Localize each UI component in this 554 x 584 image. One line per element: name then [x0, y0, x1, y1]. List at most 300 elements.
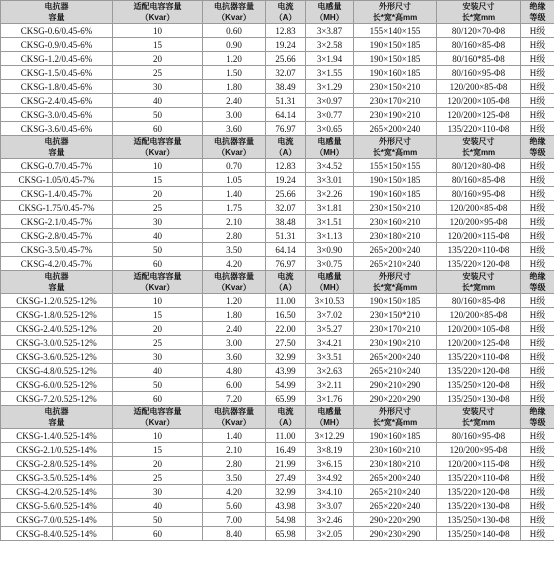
cell-model: CKSG-1.75/0.45-7% — [1, 201, 113, 215]
cell-inductance: 3×1.94 — [306, 52, 354, 66]
cell-inductance: 3×3.87 — [306, 24, 354, 38]
table-row — [1, 429, 554, 443]
header-text: 绝缘 — [529, 407, 546, 416]
cell-insulation-class: H级 — [521, 94, 554, 108]
header-inductance — [306, 271, 354, 294]
table-row — [1, 443, 554, 457]
cell-inductance: 3×1.51 — [306, 215, 354, 229]
cell-mounting-dimensions: 120/200×95-Φ8 — [437, 443, 521, 457]
header-text: （MH） — [315, 283, 344, 292]
cell-capacitor-capacity: 40 — [113, 229, 203, 243]
cell-insulation-class: H级 — [521, 52, 554, 66]
table-row — [1, 294, 554, 308]
cell-model: CKSG-3.6/0.525-12% — [1, 350, 113, 364]
header-text: 长*宽mm — [461, 418, 496, 427]
header-text: 电流 — [277, 407, 294, 416]
cell-current: 76.97 — [266, 257, 306, 271]
cell-mounting-dimensions: 120/200×85-Φ8 — [437, 201, 521, 215]
cell-mounting-dimensions: 80/160×85-Φ8 — [437, 38, 521, 52]
cell-capacitor-capacity: 20 — [113, 457, 203, 471]
cell-current: 19.24 — [266, 173, 306, 187]
cell-outline-dimensions: 290×230×290 — [354, 527, 437, 541]
cell-mounting-dimensions: 135/250×130-Φ8 — [437, 392, 521, 406]
header-model — [1, 136, 113, 159]
cell-current: 16.49 — [266, 443, 306, 457]
header-text: 容量 — [48, 418, 65, 427]
table-row — [1, 499, 554, 513]
cell-insulation-class: H级 — [521, 499, 554, 513]
cell-inductance: 3×12.29 — [306, 429, 354, 443]
cell-current: 21.99 — [266, 457, 306, 471]
cell-outline-dimensions: 190×160×185 — [354, 66, 437, 80]
header-reactor-capacity — [203, 271, 266, 294]
cell-model: CKSG-1.2/0.525-12% — [1, 294, 113, 308]
cell-reactor-capacity: 3.50 — [203, 471, 266, 485]
cell-insulation-class: H级 — [521, 429, 554, 443]
cell-reactor-capacity: 8.40 — [203, 527, 266, 541]
header-text: （Kvar） — [140, 283, 175, 292]
cell-reactor-capacity: 1.50 — [203, 66, 266, 80]
header-text: 适配电容容量 — [133, 407, 182, 416]
header-text: 绝缘 — [529, 272, 546, 281]
cell-capacitor-capacity: 50 — [113, 513, 203, 527]
table-row — [1, 38, 554, 52]
header-model — [1, 271, 113, 294]
header-text: 电流 — [277, 137, 294, 146]
cell-outline-dimensions: 190×150×185 — [354, 52, 437, 66]
cell-outline-dimensions: 190×150×185 — [354, 38, 437, 52]
header-outline-dimensions — [354, 271, 437, 294]
cell-outline-dimensions: 190×160×185 — [354, 187, 437, 201]
cell-capacitor-capacity: 60 — [113, 122, 203, 136]
cell-insulation-class: H级 — [521, 215, 554, 229]
cell-outline-dimensions: 265×200×240 — [354, 350, 437, 364]
header-text: （MH） — [315, 13, 344, 22]
cell-mounting-dimensions: 80/160×95-Φ8 — [437, 66, 521, 80]
cell-current: 19.24 — [266, 38, 306, 52]
header-text: 等级 — [529, 13, 546, 22]
cell-mounting-dimensions: 135/250×120-Φ8 — [437, 378, 521, 392]
header-text: （MH） — [315, 148, 344, 157]
cell-current: 22.00 — [266, 322, 306, 336]
cell-reactor-capacity: 1.80 — [203, 308, 266, 322]
header-text: 等级 — [529, 148, 546, 157]
cell-reactor-capacity: 1.40 — [203, 187, 266, 201]
header-current — [266, 406, 306, 429]
cell-mounting-dimensions: 135/220×110-Φ8 — [437, 350, 521, 364]
cell-model: CKSG-2.8/0.45-7% — [1, 229, 113, 243]
cell-insulation-class: H级 — [521, 187, 554, 201]
cell-outline-dimensions: 265×210×240 — [354, 364, 437, 378]
cell-inductance: 3×2.26 — [306, 187, 354, 201]
cell-current: 27.50 — [266, 336, 306, 350]
cell-mounting-dimensions: 135/220×130-Φ8 — [437, 499, 521, 513]
cell-current: 32.07 — [266, 201, 306, 215]
cell-inductance: 3×2.63 — [306, 364, 354, 378]
header-text: （Kvar） — [217, 283, 251, 292]
header-mounting-dimensions — [437, 1, 521, 24]
header-model — [1, 406, 113, 429]
cell-insulation-class: H级 — [521, 378, 554, 392]
cell-current: 27.49 — [266, 471, 306, 485]
cell-insulation-class: H级 — [521, 336, 554, 350]
cell-inductance: 3×4.10 — [306, 485, 354, 499]
cell-reactor-capacity: 1.75 — [203, 201, 266, 215]
cell-current: 32.99 — [266, 350, 306, 364]
cell-model: CKSG-0.9/0.45-6% — [1, 38, 113, 52]
table-row — [1, 513, 554, 527]
cell-mounting-dimensions: 120/200×85-Φ8 — [437, 308, 521, 322]
header-text: （A） — [274, 148, 297, 157]
cell-mounting-dimensions: 120/200×105-Φ8 — [437, 94, 521, 108]
cell-reactor-capacity: 0.90 — [203, 38, 266, 52]
header-current — [266, 271, 306, 294]
header-mounting-dimensions — [437, 136, 521, 159]
cell-outline-dimensions: 230×180×210 — [354, 457, 437, 471]
cell-reactor-capacity: 6.00 — [203, 378, 266, 392]
cell-inductance: 3×4.21 — [306, 336, 354, 350]
header-text: 电流 — [277, 2, 294, 11]
header-text: （Kvar） — [217, 148, 251, 157]
cell-inductance: 3×2.58 — [306, 38, 354, 52]
header-text: 容量 — [48, 13, 65, 22]
section-header-row — [1, 406, 554, 429]
cell-insulation-class: H级 — [521, 66, 554, 80]
cell-current: 12.83 — [266, 159, 306, 173]
header-text: 适配电容容量 — [133, 2, 182, 11]
cell-current: 11.00 — [266, 429, 306, 443]
header-inductance — [306, 406, 354, 429]
cell-reactor-capacity: 0.60 — [203, 24, 266, 38]
cell-capacitor-capacity: 10 — [113, 24, 203, 38]
header-text: 绝缘 — [529, 2, 546, 11]
cell-capacitor-capacity: 20 — [113, 52, 203, 66]
cell-reactor-capacity: 3.60 — [203, 350, 266, 364]
table-row — [1, 243, 554, 257]
table-row — [1, 66, 554, 80]
cell-current: 25.66 — [266, 187, 306, 201]
cell-capacitor-capacity: 15 — [113, 308, 203, 322]
cell-current: 65.99 — [266, 392, 306, 406]
cell-reactor-capacity: 1.05 — [203, 173, 266, 187]
header-text: 外形尺寸 — [379, 407, 411, 416]
cell-insulation-class: H级 — [521, 322, 554, 336]
cell-capacitor-capacity: 60 — [113, 527, 203, 541]
cell-inductance: 3×1.55 — [306, 66, 354, 80]
cell-model: CKSG-7.0/0.525-14% — [1, 513, 113, 527]
cell-outline-dimensions: 230×190×210 — [354, 336, 437, 350]
cell-mounting-dimensions: 120/200×125-Φ8 — [437, 108, 521, 122]
cell-current: 65.98 — [266, 527, 306, 541]
cell-insulation-class: H级 — [521, 229, 554, 243]
cell-mounting-dimensions: 135/220×110-Φ8 — [437, 471, 521, 485]
cell-mounting-dimensions: 120/200×125-Φ8 — [437, 336, 521, 350]
cell-mounting-dimensions: 135/250×130-Φ8 — [437, 513, 521, 527]
cell-current: 54.99 — [266, 378, 306, 392]
cell-capacitor-capacity: 25 — [113, 336, 203, 350]
cell-model: CKSG-2.4/0.45-6% — [1, 94, 113, 108]
cell-insulation-class: H级 — [521, 392, 554, 406]
table-row — [1, 471, 554, 485]
cell-outline-dimensions: 290×220×290 — [354, 392, 437, 406]
header-text: 长*宽mm — [461, 148, 496, 157]
cell-mounting-dimensions: 120/200×105-Φ8 — [437, 322, 521, 336]
header-text: 等级 — [529, 283, 546, 292]
cell-inductance: 3×3.51 — [306, 350, 354, 364]
cell-inductance: 3×4.92 — [306, 471, 354, 485]
header-inductance — [306, 1, 354, 24]
header-text: 长*宽*高mm — [372, 418, 418, 427]
cell-insulation-class: H级 — [521, 108, 554, 122]
cell-mounting-dimensions: 80/120×70-Φ8 — [437, 24, 521, 38]
cell-model: CKSG-1.4/0.525-14% — [1, 429, 113, 443]
cell-inductance: 3×0.77 — [306, 108, 354, 122]
header-text: （A） — [274, 418, 297, 427]
cell-capacitor-capacity: 50 — [113, 108, 203, 122]
table-row — [1, 308, 554, 322]
cell-inductance: 3×3.01 — [306, 173, 354, 187]
cell-inductance: 3×2.11 — [306, 378, 354, 392]
cell-capacitor-capacity: 60 — [113, 257, 203, 271]
cell-insulation-class: H级 — [521, 485, 554, 499]
cell-capacitor-capacity: 30 — [113, 350, 203, 364]
cell-reactor-capacity: 4.80 — [203, 364, 266, 378]
cell-mounting-dimensions: 120/200×115-Φ8 — [437, 457, 521, 471]
cell-inductance: 3×3.07 — [306, 499, 354, 513]
cell-model: CKSG-1.05/0.45-7% — [1, 173, 113, 187]
cell-capacitor-capacity: 20 — [113, 187, 203, 201]
table-row — [1, 201, 554, 215]
cell-insulation-class: H级 — [521, 201, 554, 215]
cell-reactor-capacity: 2.10 — [203, 443, 266, 457]
header-text: （A） — [274, 283, 297, 292]
header-text: 安装尺寸 — [462, 272, 495, 281]
cell-outline-dimensions: 290×220×290 — [354, 513, 437, 527]
cell-reactor-capacity: 3.00 — [203, 336, 266, 350]
table-row — [1, 378, 554, 392]
cell-inductance: 3×1.13 — [306, 229, 354, 243]
cell-reactor-capacity: 2.40 — [203, 94, 266, 108]
header-text: 安装尺寸 — [462, 2, 495, 11]
cell-reactor-capacity: 4.20 — [203, 257, 266, 271]
cell-model: CKSG-7.2/0.525-12% — [1, 392, 113, 406]
cell-insulation-class: H级 — [521, 80, 554, 94]
cell-insulation-class: H级 — [521, 527, 554, 541]
header-text: （Kvar） — [140, 13, 175, 22]
cell-reactor-capacity: 5.60 — [203, 499, 266, 513]
cell-current: 32.99 — [266, 485, 306, 499]
cell-mounting-dimensions: 135/220×120-Φ8 — [437, 364, 521, 378]
header-current — [266, 1, 306, 24]
cell-reactor-capacity: 1.20 — [203, 52, 266, 66]
cell-outline-dimensions: 230×180×210 — [354, 229, 437, 243]
header-text: 电抗器容量 — [214, 2, 254, 11]
header-text: 容量 — [48, 283, 65, 292]
cell-insulation-class: H级 — [521, 364, 554, 378]
header-text: 长*宽*高mm — [372, 283, 418, 292]
cell-capacitor-capacity: 30 — [113, 215, 203, 229]
header-text: 适配电容容量 — [133, 272, 182, 281]
cell-mounting-dimensions: 120/200×95-Φ8 — [437, 215, 521, 229]
cell-capacitor-capacity: 20 — [113, 322, 203, 336]
cell-outline-dimensions: 155×140×155 — [354, 24, 437, 38]
header-mounting-dimensions — [437, 271, 521, 294]
cell-outline-dimensions: 265×210×240 — [354, 485, 437, 499]
cell-outline-dimensions: 290×210×290 — [354, 378, 437, 392]
cell-outline-dimensions: 190×150×185 — [354, 173, 437, 187]
cell-reactor-capacity: 0.70 — [203, 159, 266, 173]
cell-capacitor-capacity: 40 — [113, 364, 203, 378]
cell-mounting-dimensions: 80/160×85-Φ8 — [437, 173, 521, 187]
header-text: 电流 — [277, 272, 294, 281]
cell-model: CKSG-1.2/0.45-6% — [1, 52, 113, 66]
cell-insulation-class: H级 — [521, 294, 554, 308]
cell-capacitor-capacity: 25 — [113, 66, 203, 80]
cell-reactor-capacity: 2.10 — [203, 215, 266, 229]
cell-mounting-dimensions: 135/220×120-Φ8 — [437, 257, 521, 271]
cell-outline-dimensions: 230×150×210 — [354, 201, 437, 215]
cell-current: 64.14 — [266, 243, 306, 257]
cell-inductance: 3×1.76 — [306, 392, 354, 406]
cell-reactor-capacity: 4.20 — [203, 485, 266, 499]
cell-mounting-dimensions: 80/160×95-Φ8 — [437, 429, 521, 443]
cell-outline-dimensions: 230×160×210 — [354, 443, 437, 457]
cell-model: CKSG-4.2/0.525-14% — [1, 485, 113, 499]
cell-capacitor-capacity: 15 — [113, 443, 203, 457]
header-text: 外形尺寸 — [379, 137, 411, 146]
cell-mounting-dimensions: 80/160*85-Φ8 — [437, 52, 521, 66]
cell-model: CKSG-5.6/0.525-14% — [1, 499, 113, 513]
cell-mounting-dimensions: 135/250×140-Φ8 — [437, 527, 521, 541]
header-text: （Kvar） — [140, 418, 175, 427]
cell-model: CKSG-1.8/0.525-12% — [1, 308, 113, 322]
header-capacitor-capacity — [113, 1, 203, 24]
cell-outline-dimensions: 265×200×240 — [354, 471, 437, 485]
cell-mounting-dimensions: 80/160×85-Φ8 — [437, 294, 521, 308]
header-text: 长*宽*高mm — [372, 13, 418, 22]
cell-current: 51.31 — [266, 94, 306, 108]
header-mounting-dimensions — [437, 406, 521, 429]
cell-reactor-capacity: 7.00 — [203, 513, 266, 527]
table-row — [1, 392, 554, 406]
header-text: 电抗器 — [44, 272, 69, 281]
cell-model: CKSG-2.8/0.525-14% — [1, 457, 113, 471]
cell-inductance: 3×7.02 — [306, 308, 354, 322]
header-capacitor-capacity — [113, 271, 203, 294]
cell-outline-dimensions: 230×170×210 — [354, 322, 437, 336]
cell-insulation-class: H级 — [521, 173, 554, 187]
cell-model: CKSG-4.2/0.45-7% — [1, 257, 113, 271]
cell-model: CKSG-3.0/0.45-6% — [1, 108, 113, 122]
cell-model: CKSG-0.6/0.45-6% — [1, 24, 113, 38]
cell-outline-dimensions: 190×150×185 — [354, 294, 437, 308]
cell-capacitor-capacity: 10 — [113, 429, 203, 443]
header-text: 适配电容容量 — [133, 137, 182, 146]
header-current — [266, 136, 306, 159]
header-outline-dimensions — [354, 136, 437, 159]
cell-outline-dimensions: 265×220×240 — [354, 499, 437, 513]
cell-model: CKSG-3.0/0.525-12% — [1, 336, 113, 350]
cell-insulation-class: H级 — [521, 513, 554, 527]
cell-current: 16.50 — [266, 308, 306, 322]
header-text: 长*宽mm — [461, 13, 496, 22]
cell-inductance: 3×10.53 — [306, 294, 354, 308]
cell-outline-dimensions: 155×150×155 — [354, 159, 437, 173]
cell-current: 25.66 — [266, 52, 306, 66]
cell-capacitor-capacity: 40 — [113, 94, 203, 108]
cell-capacitor-capacity: 25 — [113, 471, 203, 485]
cell-model: CKSG-1.5/0.45-6% — [1, 66, 113, 80]
header-text: 电抗器 — [44, 2, 69, 11]
cell-model: CKSG-8.4/0.525-14% — [1, 527, 113, 541]
header-insulation-class — [521, 406, 554, 429]
header-text: 电抗器 — [44, 407, 69, 416]
cell-current: 38.49 — [266, 80, 306, 94]
cell-model: CKSG-4.8/0.525-12% — [1, 364, 113, 378]
header-text: （Kvar） — [217, 13, 251, 22]
cell-model: CKSG-1.4/0.45-7% — [1, 187, 113, 201]
cell-outline-dimensions: 230×160×210 — [354, 215, 437, 229]
cell-capacitor-capacity: 15 — [113, 173, 203, 187]
cell-mounting-dimensions: 120/200×115-Φ8 — [437, 229, 521, 243]
cell-reactor-capacity: 7.20 — [203, 392, 266, 406]
cell-reactor-capacity: 3.50 — [203, 243, 266, 257]
header-text: （A） — [274, 13, 297, 22]
header-text: 电抗器容量 — [214, 407, 254, 416]
table-row — [1, 485, 554, 499]
header-text: （Kvar） — [217, 418, 251, 427]
cell-reactor-capacity: 2.80 — [203, 457, 266, 471]
cell-inductance: 3×0.65 — [306, 122, 354, 136]
table-row — [1, 24, 554, 38]
cell-model: CKSG-3.5/0.525-14% — [1, 471, 113, 485]
cell-inductance: 3×2.46 — [306, 513, 354, 527]
header-insulation-class — [521, 271, 554, 294]
cell-inductance: 3×0.90 — [306, 243, 354, 257]
table-row — [1, 80, 554, 94]
header-reactor-capacity — [203, 406, 266, 429]
cell-insulation-class: H级 — [521, 38, 554, 52]
cell-insulation-class: H级 — [521, 308, 554, 322]
cell-outline-dimensions: 230×150×210 — [354, 80, 437, 94]
header-text: （MH） — [315, 418, 344, 427]
header-text: 等级 — [529, 418, 546, 427]
cell-inductance: 3×0.97 — [306, 94, 354, 108]
header-text: 电感量 — [317, 2, 342, 11]
cell-outline-dimensions: 230×170×210 — [354, 94, 437, 108]
cell-capacitor-capacity: 25 — [113, 201, 203, 215]
cell-mounting-dimensions: 135/220×110-Φ8 — [437, 243, 521, 257]
header-text: 电抗器容量 — [214, 137, 254, 146]
cell-mounting-dimensions: 80/160×95-Φ8 — [437, 187, 521, 201]
cell-capacitor-capacity: 15 — [113, 38, 203, 52]
cell-current: 32.07 — [266, 66, 306, 80]
header-text: 容量 — [48, 148, 65, 157]
header-model — [1, 1, 113, 24]
cell-reactor-capacity: 3.60 — [203, 122, 266, 136]
section-header-row — [1, 1, 554, 24]
cell-current: 11.00 — [266, 294, 306, 308]
cell-current: 43.98 — [266, 499, 306, 513]
section-header-row — [1, 271, 554, 294]
cell-insulation-class: H级 — [521, 471, 554, 485]
cell-model: CKSG-0.7/0.45-7% — [1, 159, 113, 173]
cell-insulation-class: H级 — [521, 24, 554, 38]
cell-inductance: 3×8.19 — [306, 443, 354, 457]
cell-capacitor-capacity: 40 — [113, 499, 203, 513]
header-capacitor-capacity — [113, 406, 203, 429]
cell-insulation-class: H级 — [521, 443, 554, 457]
